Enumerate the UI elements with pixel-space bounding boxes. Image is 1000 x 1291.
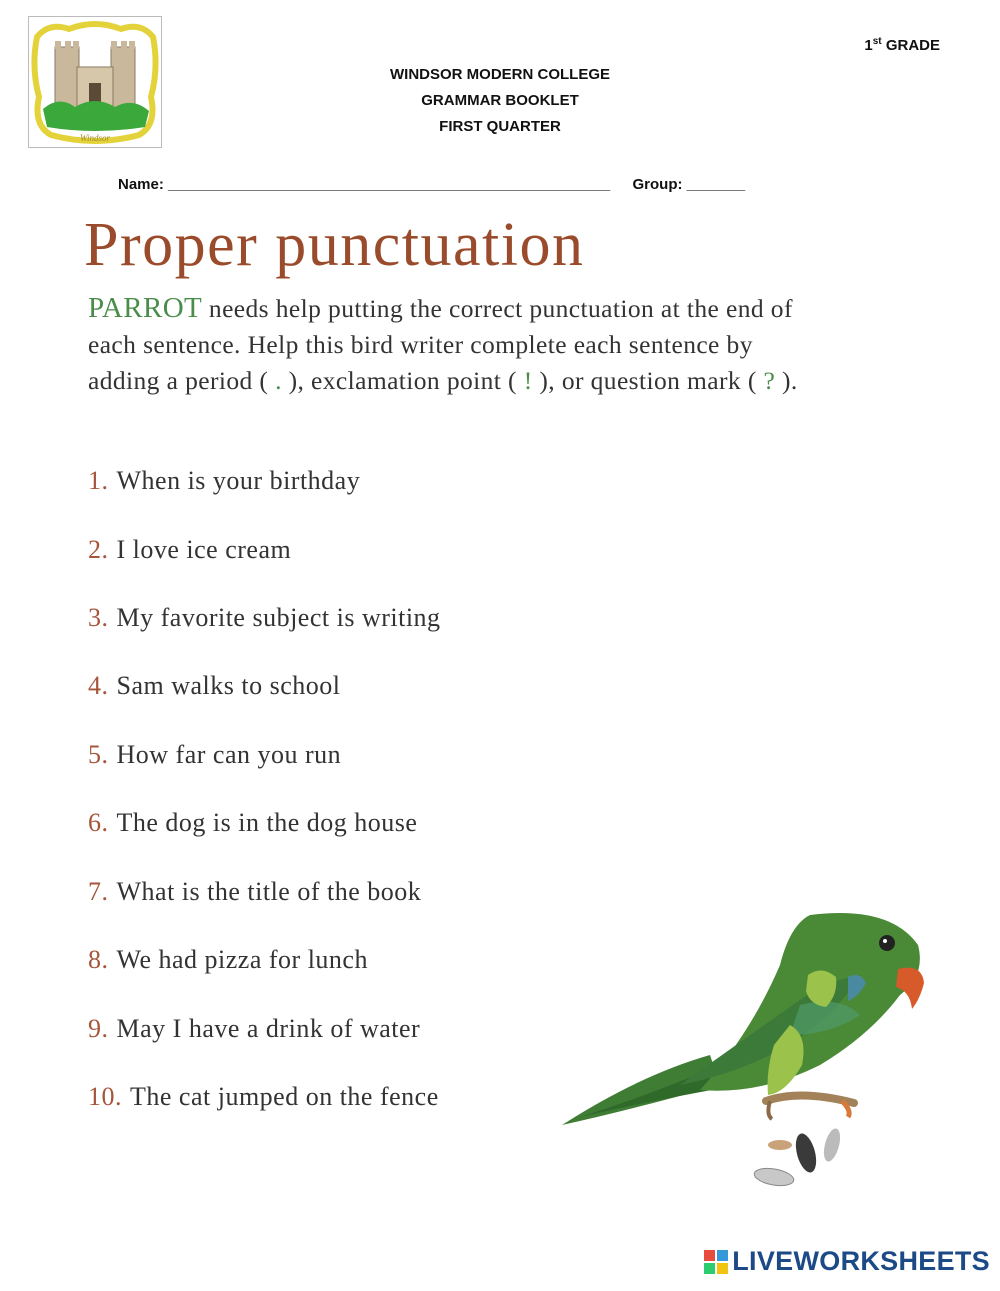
group-field-label: Group: _______ [632, 176, 746, 193]
question-mark: ? [763, 366, 776, 395]
liveworksheets-logo-icon [704, 1250, 728, 1274]
exclamation-mark: ! [523, 366, 533, 395]
sentence-item: 5. How far can you run [88, 740, 342, 769]
parrot-illustration [560, 905, 930, 1195]
sentence-item: 4. Sam walks to school [88, 671, 341, 700]
sentence-item: 6. The dog is in the dog house [88, 808, 418, 837]
school-header [0, 62, 1000, 140]
school-name: WINDSOR MODERN COLLEGE [390, 66, 610, 83]
instructions: PARROT needs help putting the correct punctuation at the end of each sentence. Help this bird writer complete each sentence by adding a period ( . ), exclamation point ( ! ), or question mark ( ? ). [88, 292, 798, 395]
quarter-label: FIRST QUARTER [439, 118, 561, 135]
sentence-item: 7. What is the title of the book [88, 877, 422, 906]
sentence-item: 8. We had pizza for lunch [88, 945, 368, 974]
booklet-name: GRAMMAR BOOKLET [421, 92, 579, 109]
sentence-item: 2. I love ice cream [88, 535, 292, 564]
sentence-item: 10. The cat jumped on the fence [88, 1082, 439, 1111]
parrot-word: PARROT [88, 292, 203, 324]
brand-name: LIVEWORKSHEETS [732, 1246, 990, 1276]
sentence-item: 9. May I have a drink of water [88, 1014, 421, 1043]
sentence-item: 1. When is your birthday [88, 466, 361, 495]
sentence-item: 3. My favorite subject is writing [88, 603, 441, 632]
period-mark: . [275, 366, 282, 395]
svg-text:Windsor: Windsor [79, 133, 111, 143]
page-title: Proper punctuation [84, 211, 585, 279]
liveworksheets-brand[interactable] [704, 1246, 990, 1277]
grade-label: 1st GRADE [864, 36, 940, 54]
name-group-row [118, 176, 745, 193]
parrot-icon [560, 905, 930, 1195]
name-field-label: Name: _____________________________________________________ [118, 176, 611, 193]
